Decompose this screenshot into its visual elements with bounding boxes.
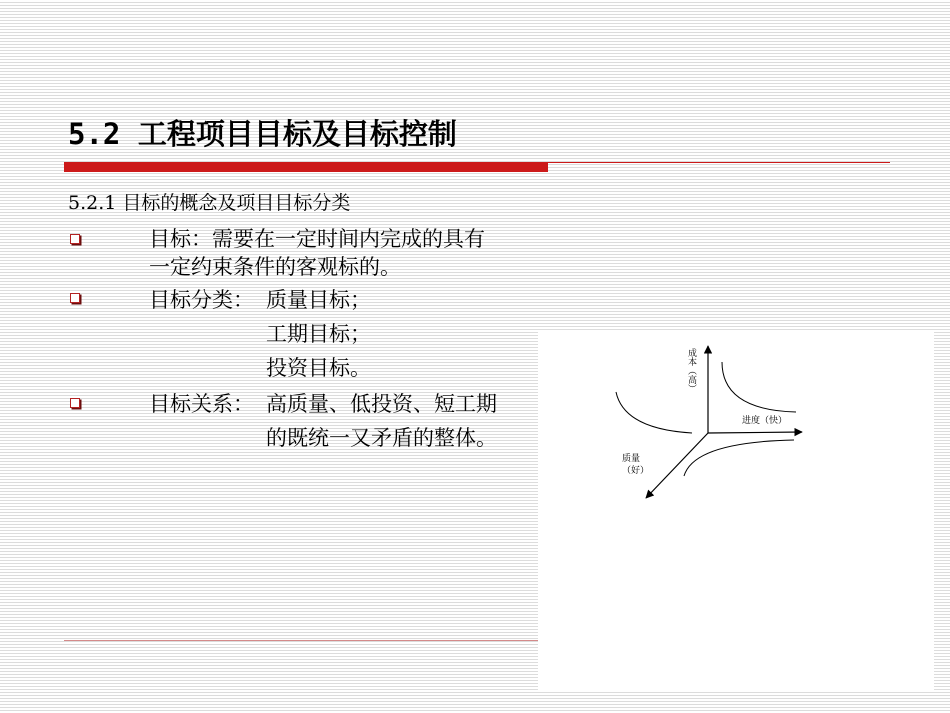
title-underline-thin <box>548 162 890 163</box>
bullet-square-icon <box>70 234 80 244</box>
title-underline-thick <box>64 162 548 172</box>
quality-axis <box>646 433 708 498</box>
curve-cost-quality <box>616 392 692 433</box>
bullet-square-icon <box>70 398 80 408</box>
item-relationship-text: 高质量、低投资、短工期 <box>266 392 497 416</box>
classification-quality: 质量目标； <box>266 288 371 312</box>
item-objective-text: 需要在一定时间内完成的具有 <box>212 227 485 251</box>
item-objective-text-continued: 一定约束条件的客观标的。 <box>149 255 401 279</box>
schedule-axis <box>708 432 802 433</box>
axes-and-curves <box>538 332 934 692</box>
slide-title: 5.2 工程项目目标及目标控制 <box>68 117 457 151</box>
axis-label-cost: 成本（高） <box>686 348 696 393</box>
axis-label-schedule: 进度（快） <box>742 416 788 426</box>
item-relationship-text-continued: 的既统一又矛盾的整体。 <box>266 426 497 450</box>
curve-quality-schedule <box>684 440 794 476</box>
axis-label-quality-sub: （好） <box>622 466 650 476</box>
classification-investment: 投资目标。 <box>266 356 371 380</box>
classification-schedule: 工期目标； <box>266 322 371 346</box>
item-relationship-label: 目标关系： <box>149 392 254 416</box>
objectives-diagram <box>538 332 934 692</box>
bullet-square-icon <box>70 293 80 303</box>
item-classification-label: 目标分类： <box>149 288 254 312</box>
item-objective-label: 目标： <box>149 227 212 251</box>
axis-label-quality: 质量 <box>622 454 641 464</box>
section-subheading: 5.2.1 目标的概念及项目目标分类 <box>68 192 351 214</box>
curve-cost-schedule <box>722 362 796 412</box>
footer-rule <box>64 640 538 641</box>
